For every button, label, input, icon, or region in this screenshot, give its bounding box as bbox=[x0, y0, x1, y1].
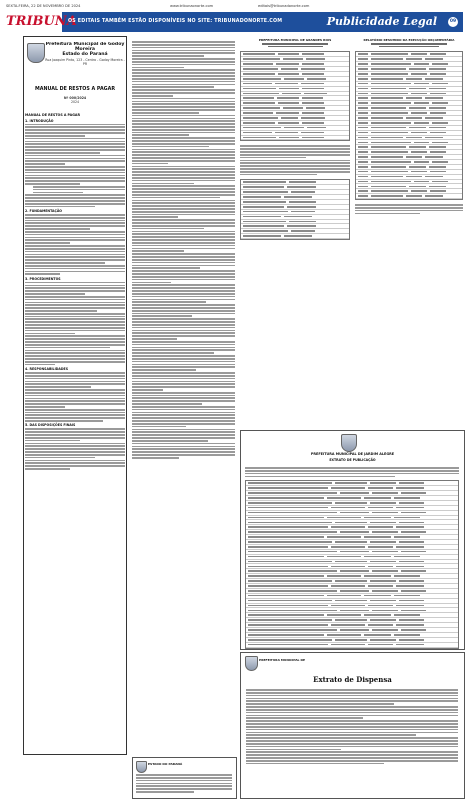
notice-org: PREFEITURA MUNICIPAL DE GRANDES RIOS bbox=[258, 38, 332, 42]
right-notice-c bbox=[240, 430, 465, 650]
org-address: Rua Joaquim Pinto, 123 - Centro - Godoy Moreira - PR bbox=[45, 57, 125, 66]
crest-icon bbox=[136, 761, 147, 773]
left-notice-body bbox=[25, 113, 125, 753]
data-table bbox=[240, 51, 350, 141]
notice-org: PREFEITURA MUNICIPAL DE JARDIM ALEGRE bbox=[310, 452, 395, 456]
notice-title: RELATÓRIO RESUMIDO DA EXECUÇÃO ORÇAMENTÁRIA bbox=[363, 38, 455, 42]
page-number: 09 bbox=[448, 17, 458, 27]
section-heading: 3. PROCEDIMENTOS bbox=[25, 276, 61, 281]
bottom-notice-left bbox=[132, 757, 237, 799]
body-text bbox=[25, 214, 125, 275]
notice-org: ESTADO DO PARANÁ bbox=[148, 762, 183, 766]
city-crest-icon bbox=[27, 43, 45, 63]
right-notice-a bbox=[240, 38, 350, 423]
email-link[interactable]: editais@tribunadonorte.com bbox=[258, 4, 310, 8]
data-table bbox=[245, 480, 459, 648]
body-text bbox=[25, 282, 125, 366]
left-border bbox=[23, 36, 24, 754]
manual-title: MANUAL DE RESTOS A PAGAR bbox=[34, 87, 116, 92]
org-state: Estado do Paraná bbox=[62, 52, 108, 58]
bottom-notice-right bbox=[240, 652, 465, 799]
section-heading: 4. RESPONSABILIDADES bbox=[25, 366, 69, 371]
data-table bbox=[355, 51, 463, 200]
section-heading: 5. DAS DISPOSIÇÕES FINAIS bbox=[25, 423, 76, 428]
middle-column-text bbox=[132, 40, 235, 752]
bottom-border bbox=[23, 754, 127, 755]
org-name: Prefeitura Municipal de Godoy Moreira bbox=[45, 42, 125, 53]
city-crest-icon bbox=[341, 434, 357, 452]
site-link[interactable]: www.tribunaonorte.com bbox=[170, 4, 214, 8]
manual-number: Nº 000/2024 bbox=[63, 96, 87, 100]
masthead bbox=[6, 12, 463, 32]
manual-year: 2024 bbox=[70, 100, 80, 104]
left-notice-header bbox=[45, 42, 125, 66]
right-notice-b bbox=[355, 38, 463, 423]
manual-heading: MANUAL DE RESTOS A PAGAR bbox=[25, 113, 81, 117]
notice-title: EXTRATO DE PUBLICAÇÃO bbox=[329, 458, 376, 462]
left-notice-title-block bbox=[25, 84, 125, 104]
crest-icon bbox=[245, 656, 258, 671]
top-header-line bbox=[0, 0, 469, 12]
section-title: Publicidade Legal bbox=[326, 15, 437, 28]
notice-title: Extrato de Dispensa bbox=[313, 675, 392, 684]
date-line: SEXTA-FEIRA, 22 DE NOVEMBRO DE 2024 bbox=[6, 4, 81, 8]
top-border bbox=[23, 36, 127, 37]
body-text bbox=[25, 428, 125, 469]
section-heading: 2. FUNDAMENTAÇÃO bbox=[25, 208, 63, 213]
online-notice: OS EDITAIS TAMBÉM ESTÃO DISPONÍVEIS NO SITE: TRIBUNADONORTE.COM bbox=[68, 19, 283, 24]
data-table bbox=[240, 179, 350, 240]
body-text bbox=[25, 372, 125, 422]
section-heading: 1. INTRODUÇÃO bbox=[25, 118, 54, 123]
right-border bbox=[126, 36, 127, 754]
body-text bbox=[25, 124, 125, 208]
notice-org: PREFEITURA MUNICIPAL DE bbox=[259, 658, 306, 662]
logo: TRIBUNA bbox=[6, 12, 62, 32]
